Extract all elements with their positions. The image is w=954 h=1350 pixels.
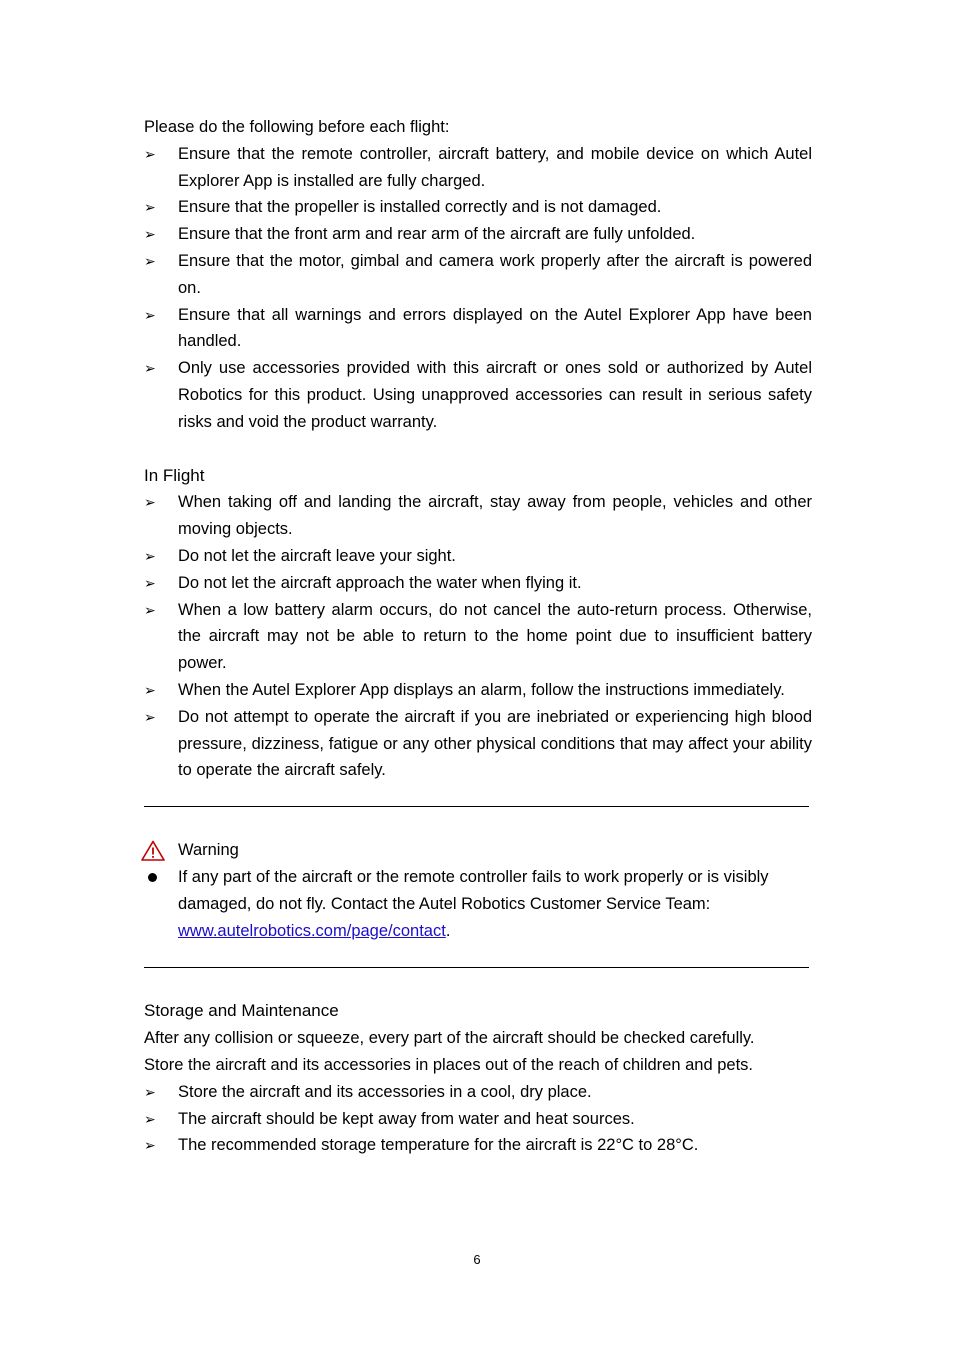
top-divider (144, 806, 809, 807)
arrow-bullet-icon: ➢ (144, 360, 156, 377)
list-item: ➢ Ensure that the front arm and rear arm of the aircraft are fully unfolded. (144, 221, 812, 248)
list-item: ➢ Do not attempt to operate the aircraft if you are inebriated or experiencing high blood pressure, dizziness, fatigue or any other physical conditions that may affect your ability to operate the aircraft safely. (144, 704, 812, 784)
in-flight-list (144, 489, 812, 784)
arrow-bullet-icon: ➢ (144, 1083, 156, 1100)
arrow-bullet-icon: ➢ (144, 1110, 156, 1127)
list-item: ➢ Ensure that the motor, gimbal and camera work properly after the aircraft is powered on. (144, 248, 812, 302)
list-item: ➢ Only use accessories provided with this aircraft or ones sold or authorized by Autel Robotics for this product. Using unapproved accessories can result in serious safety risks and void the product warranty. (144, 355, 812, 435)
bottom-divider (144, 967, 809, 968)
warning-suffix: . (445, 921, 451, 940)
warning-text: If any part of the aircraft or the remote controller fails to work properly or is visibly damaged, do not fly. Contact the Autel Robotics Customer Service Team: (178, 867, 769, 913)
arrow-bullet-icon: ➢ (144, 547, 156, 564)
list-item: ➢ Store the aircraft and its accessories in a cool, dry place. (144, 1079, 812, 1106)
warning-header (144, 837, 812, 864)
storage-paragraph-1: After any collision or squeeze, every part of the aircraft should be checked carefully. (144, 1029, 755, 1048)
list-item: ➢ The aircraft should be kept away from water and heat sources. (144, 1106, 812, 1133)
warning-item (144, 864, 812, 944)
document-page (144, 114, 812, 1159)
arrow-bullet-icon: ➢ (144, 306, 156, 323)
warning-triangle-icon (141, 840, 165, 861)
arrow-bullet-icon: ➢ (144, 145, 156, 162)
arrow-bullet-icon: ➢ (144, 226, 156, 243)
list-item: ➢ When the Autel Explorer App displays an alarm, follow the instructions immediately. (144, 677, 812, 704)
arrow-bullet-icon: ➢ (144, 601, 156, 618)
list-item: ➢ When taking off and landing the aircraft, stay away from people, vehicles and other moving objects. (144, 489, 812, 543)
preflight-list (144, 141, 812, 436)
arrow-bullet-icon: ➢ (144, 252, 156, 269)
in-flight-heading: In Flight (144, 465, 205, 485)
storage-paragraph-2: Store the aircraft and its accessories in places out of the reach of children and pets. (144, 1055, 754, 1074)
list-item: ➢ Ensure that the propeller is installed correctly and is not damaged. (144, 194, 812, 221)
arrow-bullet-icon: ➢ (144, 681, 156, 698)
warning-title: Warning (178, 841, 239, 860)
dot-bullet-icon (148, 873, 157, 882)
arrow-bullet-icon: ➢ (144, 199, 156, 216)
list-item: ➢ The recommended storage temperature for the aircraft is 22°C to 28°C. (144, 1132, 812, 1159)
list-item: ➢ When a low battery alarm occurs, do not cancel the auto-return process. Otherwise, the aircraft may not be able to return to the home point due to insufficient battery power. (144, 597, 812, 677)
arrow-bullet-icon: ➢ (144, 1137, 156, 1154)
storage-list (144, 1079, 812, 1159)
list-item: ➢ Do not let the aircraft approach the water when flying it. (144, 570, 812, 597)
storage-heading: Storage and Maintenance (144, 1001, 339, 1021)
arrow-bullet-icon: ➢ (144, 574, 156, 591)
arrow-bullet-icon: ➢ (144, 494, 156, 511)
warning-list (144, 864, 812, 944)
list-item: ➢ Ensure that the remote controller, aircraft battery, and mobile device on which Autel Explorer App is installed are fully charged. (144, 141, 812, 195)
list-item: ➢ Do not let the aircraft leave your sight. (144, 543, 812, 570)
page-number: 6 (473, 1252, 481, 1267)
list-item: ➢ Ensure that all warnings and errors displayed on the Autel Explorer App have been handled. (144, 302, 812, 356)
arrow-bullet-icon: ➢ (144, 708, 156, 725)
contact-link[interactable]: www.autelrobotics.com/page/contact (178, 921, 446, 940)
intro-text: Please do the following before each flight: (144, 118, 450, 136)
